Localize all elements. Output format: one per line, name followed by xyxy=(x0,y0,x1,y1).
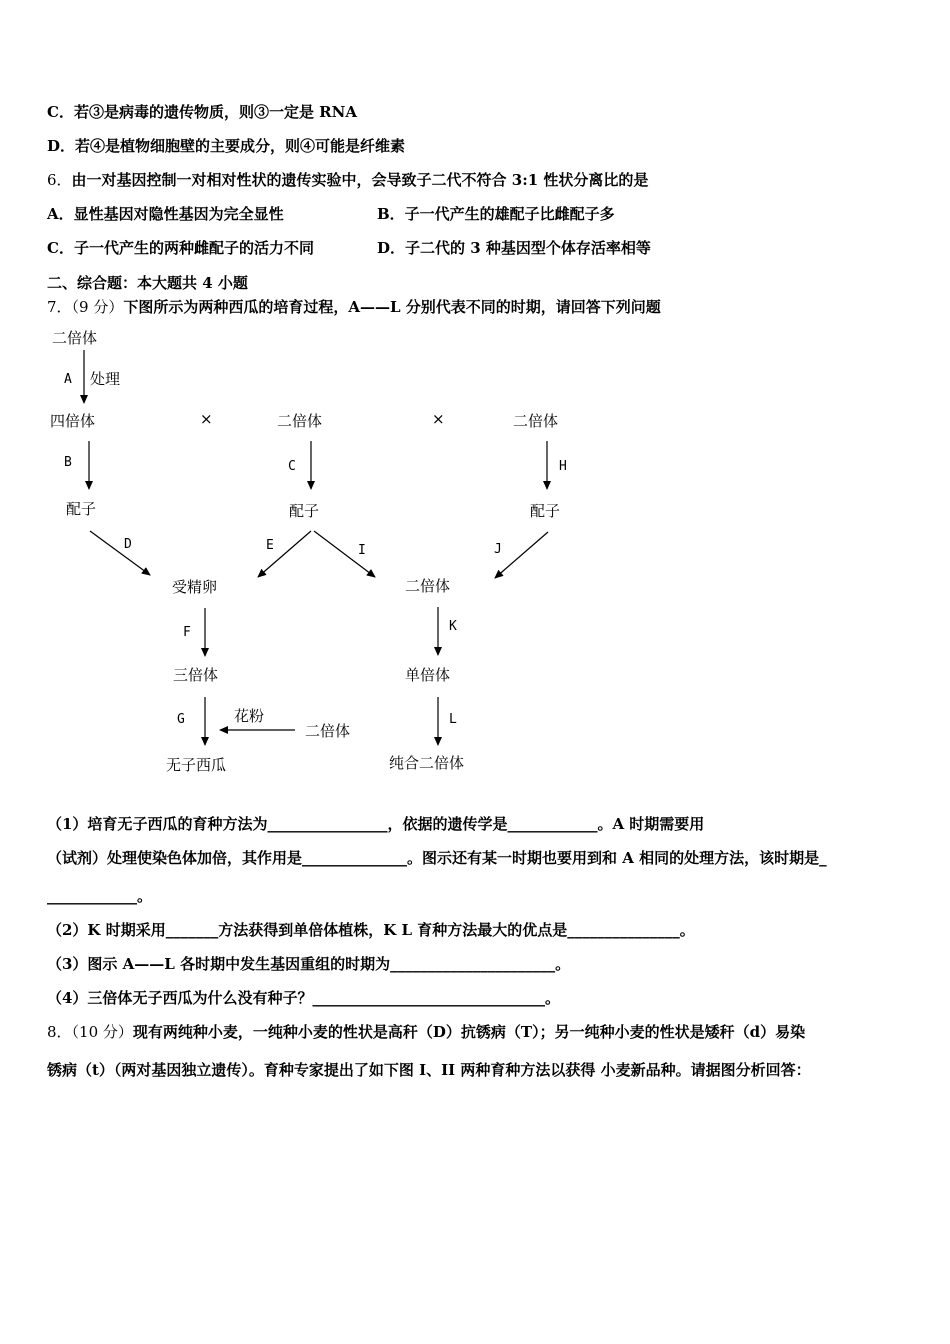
cross-symbol-1: × xyxy=(200,410,213,428)
label-stage-j: J xyxy=(494,542,502,557)
label-stage-f: F xyxy=(183,625,191,640)
arrow-j xyxy=(495,532,548,578)
label-diploid-mid: 二倍体 xyxy=(277,412,323,430)
q8-line1-text: 现有两纯种小麦，一纯种小麦的性状是高秆（D）抗锈病（T）；另一纯种小麦的性状是矮秆（d）易染 xyxy=(132,1023,806,1041)
label-treatment: 处理 xyxy=(90,370,121,388)
q6-number: 6． xyxy=(47,171,72,189)
q7-sub1-line3: ____________。 xyxy=(47,887,153,905)
q8-number: 8．（10 分） xyxy=(47,1023,133,1041)
label-diploid-top: 二倍体 xyxy=(52,329,98,347)
label-stage-i: I xyxy=(358,543,366,558)
q5-option-d: D．若④是植物细胞壁的主要成分，则④可能是纤维素 xyxy=(47,137,406,155)
q6-option-b: B．子一代产生的雄配子比雌配子多 xyxy=(377,205,615,223)
q8-line1 xyxy=(47,1022,805,1042)
label-stage-e: E xyxy=(266,538,274,553)
q7-stem-text: 下图所示为两种西瓜的培育过程，A——L 分别代表不同的时期，请回答下列问题 xyxy=(123,298,661,316)
label-stage-a: A xyxy=(64,372,72,387)
q6-option-c: C．子一代产生的两种雌配子的活力不同 xyxy=(47,239,314,257)
label-zygote: 受精卵 xyxy=(172,578,218,596)
q6-option-a: A．显性基因对隐性基因为完全显性 xyxy=(47,205,284,223)
label-stage-k: K xyxy=(449,619,457,634)
q7-sub2: （2）K 时期采用_______方法获得到单倍体植株，K L 育种方法最大的优点是_______________。 xyxy=(47,921,695,939)
label-gamete-3: 配子 xyxy=(530,502,561,520)
section-heading: 二、综合题：本大题共 4 小题 xyxy=(47,274,248,292)
cross-symbol-2: × xyxy=(432,410,445,428)
q7-sub1-line1: （1）培育无子西瓜的育种方法为________________，依据的遗传学是____________。A 时期需要用 xyxy=(47,815,705,833)
q6-stem-text: 由一对基因控制一对相对性状的遗传实验中，会导致子二代不符合 3:1 性状分离比的是 xyxy=(71,171,649,189)
label-pure-diploid: 纯合二倍体 xyxy=(389,754,465,772)
q5-option-c: C．若③是病毒的遗传物质，则③一定是 RNA xyxy=(47,103,357,121)
label-pollen: 花粉 xyxy=(234,707,265,725)
q7-sub4: （4）三倍体无子西瓜为什么没有种子？_______________________________。 xyxy=(47,989,560,1007)
label-diploid-right: 二倍体 xyxy=(513,412,559,430)
label-stage-l: L xyxy=(449,712,457,727)
label-gamete-1: 配子 xyxy=(66,500,97,518)
label-stage-h: H xyxy=(559,459,567,474)
q7-sub3: （3）图示 A——L 各时期中发生基因重组的时期为______________________。 xyxy=(47,955,571,973)
label-haploid: 单倍体 xyxy=(405,666,451,684)
q6-option-d: D．子二代的 3 种基因型个体存活率相等 xyxy=(377,239,651,257)
label-diploid-pollen: 二倍体 xyxy=(305,722,351,740)
label-stage-c: C xyxy=(288,459,296,474)
label-diploid-center: 二倍体 xyxy=(405,577,451,595)
label-stage-d: D xyxy=(124,537,132,552)
q7-sub1-line2: （试剂）处理使染色体加倍，其作用是______________。图示还有某一时期也要用到和 A 相同的处理方法，该时期是_ xyxy=(47,849,827,867)
label-seedless-watermelon: 无子西瓜 xyxy=(166,756,227,774)
label-gamete-2: 配子 xyxy=(289,502,320,520)
label-triploid: 三倍体 xyxy=(173,666,219,684)
q8-line2: 锈病（t）（两对基因独立遗传）。育种专家提出了如下图 I、II 两种育种方法以获得 小麦新品种。请据图分析回答： xyxy=(47,1061,811,1079)
q7-number: 7．（9 分） xyxy=(47,298,124,316)
arrow-i xyxy=(314,531,375,577)
label-stage-g: G xyxy=(177,712,185,727)
label-tetraploid: 四倍体 xyxy=(50,412,96,430)
label-stage-b: B xyxy=(64,455,72,470)
arrow-d xyxy=(90,531,150,575)
